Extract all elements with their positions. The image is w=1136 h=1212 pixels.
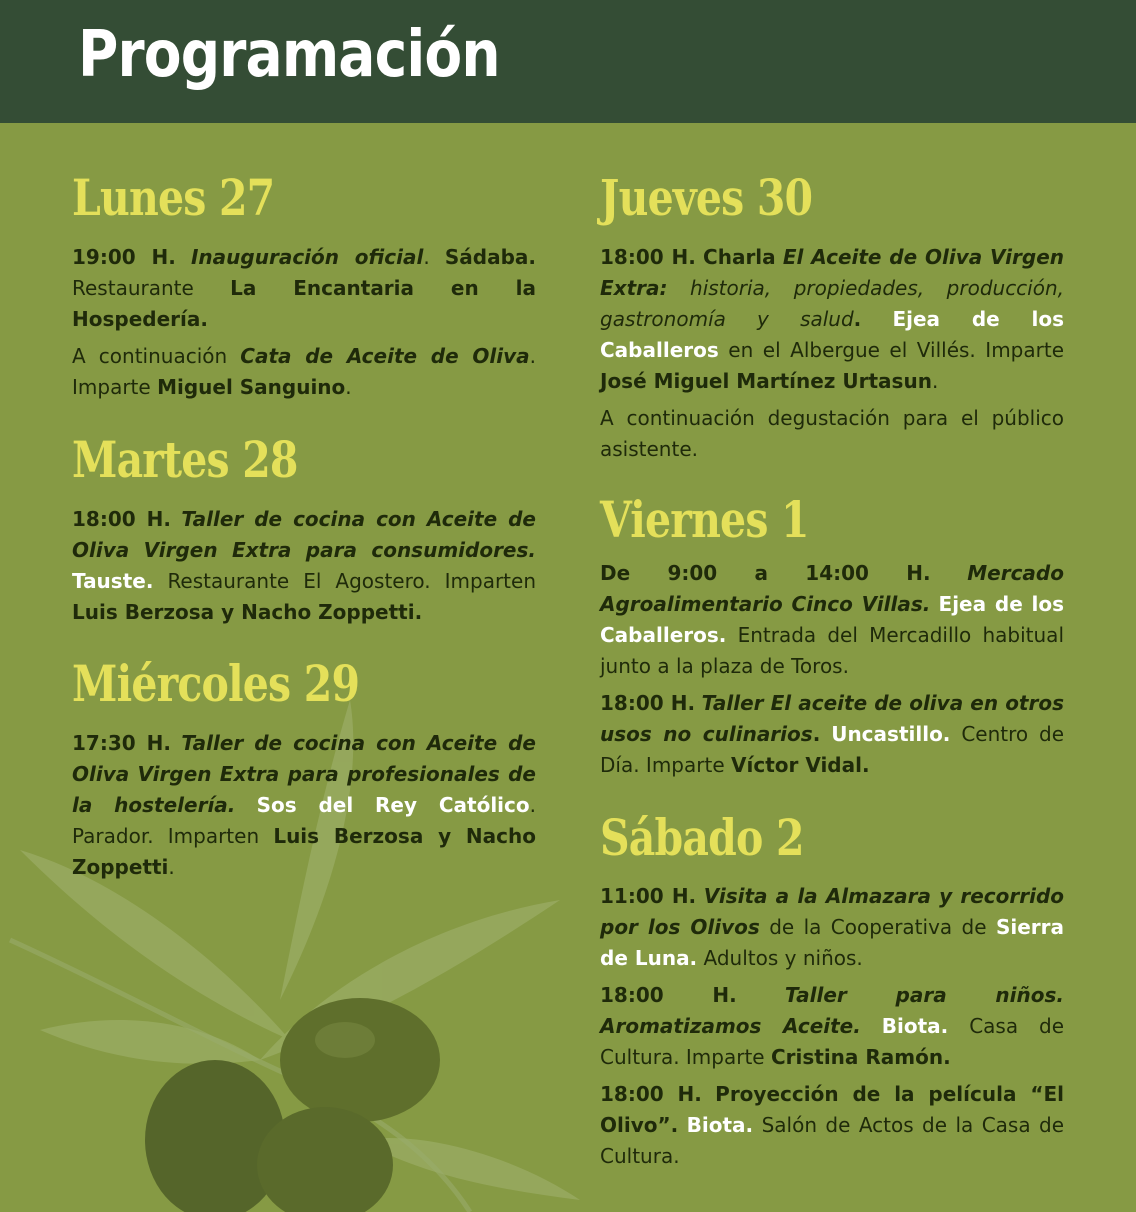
event-lunes-2 xyxy=(72,341,536,403)
event-type: Charla xyxy=(703,245,776,269)
olive-leaf xyxy=(40,1020,260,1064)
olive-leaf xyxy=(360,1138,580,1200)
event-town: Biota. xyxy=(686,1113,754,1137)
day-heading-lunes: Lunes 27 xyxy=(72,168,275,227)
event-time: 18:00 H. xyxy=(600,1082,702,1106)
event-town: Sierra de Luna. xyxy=(600,915,1064,970)
event-time: De 9:00 a 14:00 H. xyxy=(600,561,931,585)
event-speaker: Miguel Sanguino xyxy=(157,375,346,399)
event-speaker: Cristina Ramón. xyxy=(770,1045,951,1069)
event-town: Biota. xyxy=(881,1014,949,1038)
event-time: 18:00 H. xyxy=(72,507,171,531)
event-town: Ejea de los Caballeros. xyxy=(600,592,1065,647)
event-text: Centro de Día. Imparte xyxy=(600,722,1065,777)
event-text: Restaurante El Agostero. Imparten xyxy=(167,569,536,593)
event-time: 19:00 H. xyxy=(72,245,176,269)
olive-fruit xyxy=(280,998,440,1122)
header-bar xyxy=(0,0,1136,123)
event-town: Ejea de los Caballeros xyxy=(600,307,1064,362)
event-sabado-3 xyxy=(600,1079,1064,1172)
event-title: Cata de Aceite de Oliva xyxy=(240,344,530,368)
event-time: 18:00 H. xyxy=(600,691,696,715)
event-title: Taller El aceite de oliva en otros usos no culinarios xyxy=(600,691,1065,746)
event-title: Inauguración oficial xyxy=(190,245,424,269)
event-venue: La Encantaria en la Hospedería. xyxy=(72,276,537,331)
day-heading-viernes: Viernes 1 xyxy=(600,490,809,549)
event-text: A continuación degustación para el público asistente. xyxy=(600,406,1064,461)
punctuation: . xyxy=(853,307,862,331)
event-text: . Imparte xyxy=(72,344,536,399)
event-speaker: José Miguel Martínez Urtasun xyxy=(600,369,932,393)
event-subtitle: historia, propiedades, producción, gastronomía y salud xyxy=(600,276,1065,331)
event-sabado-2 xyxy=(600,980,1064,1073)
punctuation: . xyxy=(423,245,430,269)
event-speaker: Luis Berzosa y Nacho Zoppetti. xyxy=(72,600,423,624)
event-text: Adultos y niños. xyxy=(703,946,863,970)
day-heading-martes: Martes 28 xyxy=(72,430,298,489)
event-town: Sádaba. xyxy=(444,245,537,269)
event-martes-1 xyxy=(72,504,536,628)
event-time: 18:00 H. xyxy=(600,245,696,269)
event-title: Taller de cocina con Aceite de Oliva Virgen Extra para consumidores. xyxy=(72,507,536,562)
event-jueves-1 xyxy=(600,242,1064,397)
event-text: Entrada del Mercadillo habitual junto a la plaza de Toros. xyxy=(600,623,1064,678)
event-text: de la Cooperativa de xyxy=(769,915,987,939)
punctuation: . xyxy=(345,375,352,399)
event-title: Taller de cocina con Aceite de Oliva Virgen Extra para profesionales de la hostelería. xyxy=(72,731,536,817)
event-time: 11:00 H. xyxy=(600,884,697,908)
event-speaker: Víctor Vidal. xyxy=(731,753,870,777)
event-title: Proyección de la película “El Olivo”. xyxy=(600,1082,1064,1137)
event-title: Visita a la Almazara y recorrido por los Olivos xyxy=(600,884,1065,939)
event-sabado-1 xyxy=(600,881,1064,974)
event-title: El Aceite de Oliva Virgen Extra: xyxy=(600,245,1065,300)
event-text: Casa de Cultura. Imparte xyxy=(600,1014,1064,1069)
event-text: A continuación xyxy=(72,344,228,368)
day-heading-miercoles: Miércoles 29 xyxy=(72,654,360,713)
page-title: Programación xyxy=(78,18,500,92)
event-miercoles-1 xyxy=(72,728,536,883)
event-town: Uncastillo. xyxy=(831,722,951,746)
olive-fruit-highlight xyxy=(315,1022,375,1058)
day-heading-jueves: Jueves 30 xyxy=(600,168,813,227)
event-jueves-2 xyxy=(600,403,1064,465)
punctuation: . xyxy=(168,855,175,879)
day-heading-sabado: Sábado 2 xyxy=(600,808,804,867)
event-text: en el Albergue el Villés. Imparte xyxy=(728,338,1064,362)
event-lunes-1 xyxy=(72,242,536,335)
event-time: 17:30 H. xyxy=(72,731,171,755)
punctuation: . xyxy=(931,369,939,393)
event-text: Restaurante xyxy=(72,276,194,300)
event-text: Salón de Actos de la Casa de Cultura. xyxy=(600,1113,1065,1168)
event-town: Tauste. xyxy=(72,569,154,593)
event-speaker: Luis Berzosa y Nacho Zoppetti xyxy=(72,824,536,879)
punctuation: . xyxy=(812,722,821,746)
event-viernes-2 xyxy=(600,688,1064,781)
event-time: 18:00 H. xyxy=(600,983,737,1007)
event-text: . Parador. Imparten xyxy=(72,793,536,848)
event-title: Taller para niños. Aromatizamos Aceite. xyxy=(600,983,1064,1038)
event-town: Sos del Rey Católico xyxy=(256,793,530,817)
event-title: Mercado Agroalimentario Cinco Villas. xyxy=(600,561,1064,616)
event-viernes-1 xyxy=(600,558,1064,682)
